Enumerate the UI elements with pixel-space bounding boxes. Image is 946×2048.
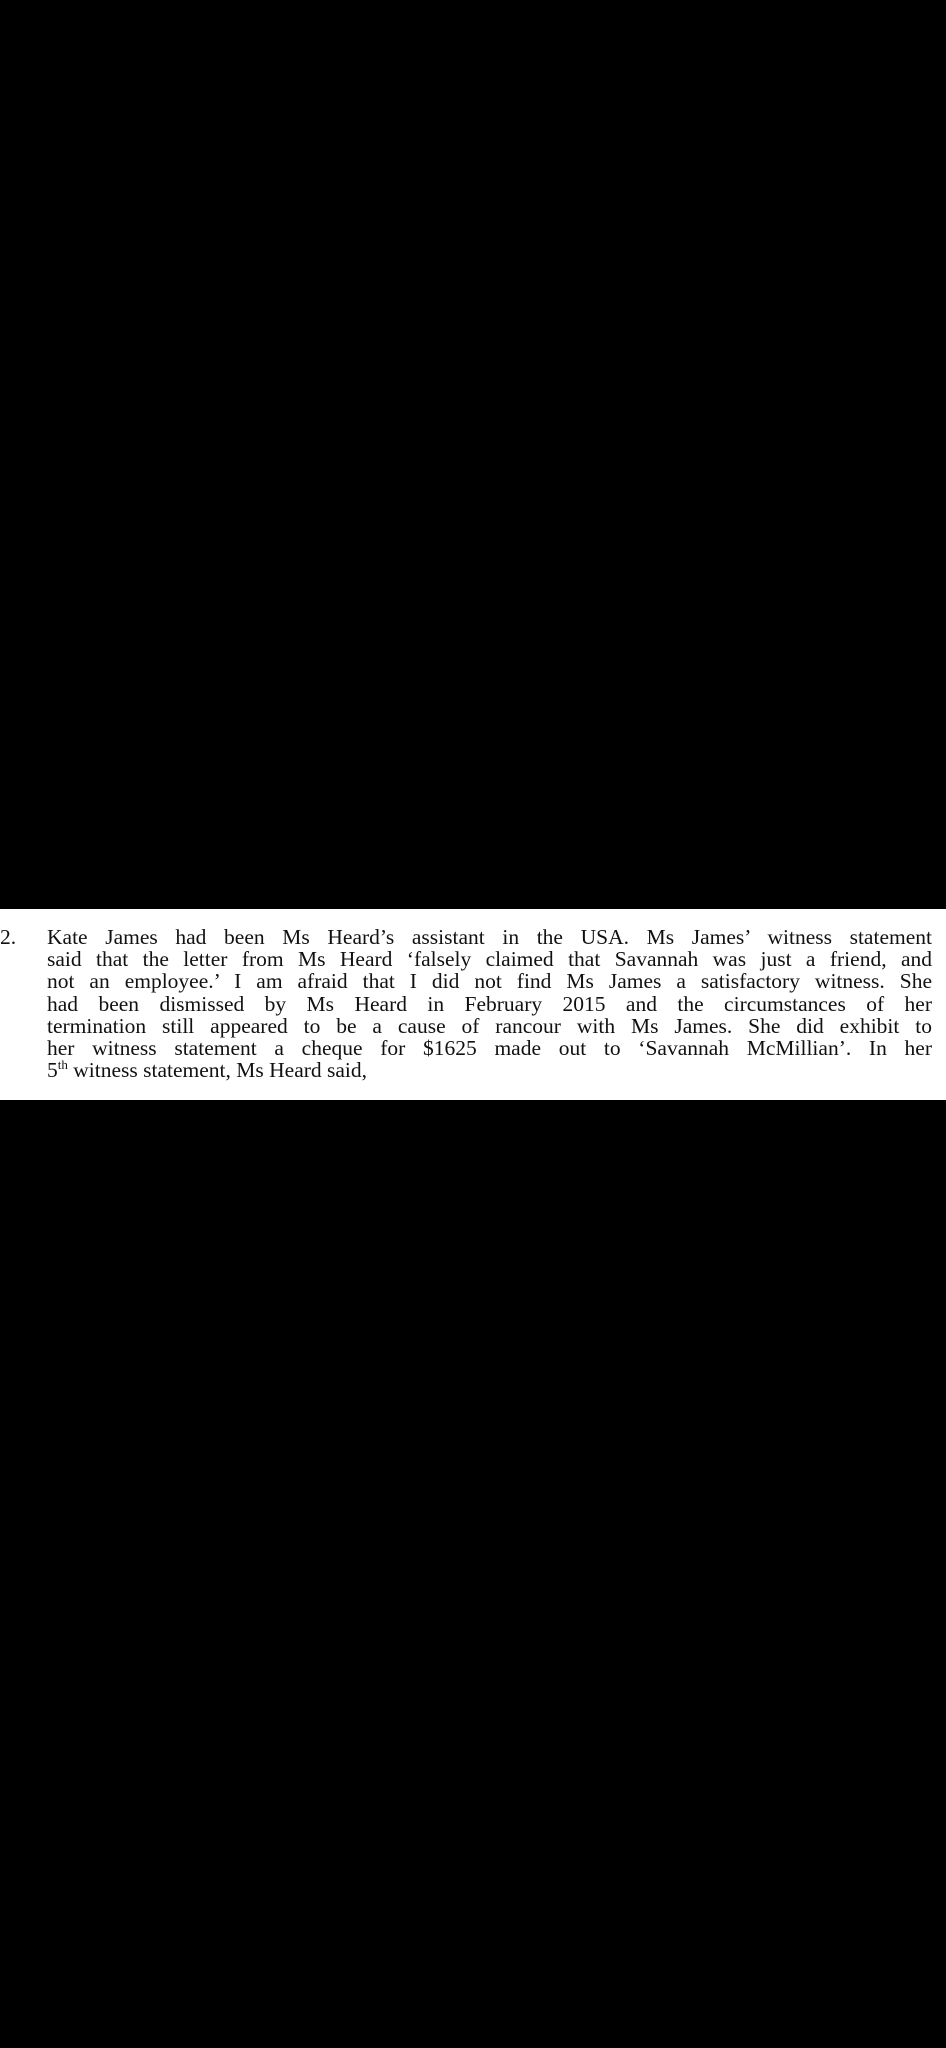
- last-line-text: witness statement, Ms Heard said,: [67, 1058, 368, 1083]
- document-page-crop: [0, 909, 946, 1100]
- paragraph-line: not an employee.’ I am afraid that I did not find Ms James a satisfactory witness. She: [47, 969, 932, 994]
- paragraph-line: termination still appeared to be a cause of rancour with Ms James. She did exhibit to: [47, 1013, 932, 1038]
- paragraph-last-line: [47, 1059, 932, 1081]
- paragraph-line: said that the letter from Ms Heard ‘falsely claimed that Savannah was just a friend, and: [47, 947, 932, 972]
- paragraph-line: had been dismissed by Ms Heard in February 2015 and the circumstances of her: [47, 991, 932, 1016]
- paragraph-line: her witness statement a cheque for $1625 made out to ‘Savannah McMillian’. In her: [47, 1036, 932, 1061]
- ordinal-suffix: th: [57, 1057, 68, 1073]
- paragraph-number: 2.: [0, 925, 17, 949]
- ordinal-number: 5: [47, 1058, 58, 1083]
- paragraph-text: [47, 926, 932, 1081]
- paragraph-line: Kate James had been Ms Heard’s assistant in the USA. Ms James’ witness statement: [47, 925, 932, 949]
